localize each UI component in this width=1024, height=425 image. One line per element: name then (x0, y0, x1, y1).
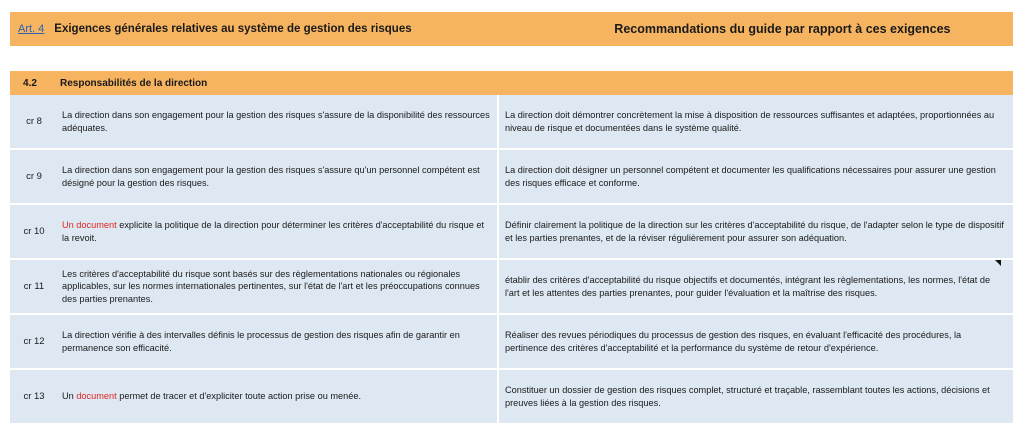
criterion-id: cr 10 (23, 226, 45, 237)
recommendation-text: Constituer un dossier de gestion des risques complet, structuré et traçable, rassemblant toutes les actions, décisions et preuves liées à la gestion des risques. (505, 385, 990, 408)
article-link[interactable]: Art. 4 (18, 23, 45, 35)
criterion-id: cr 9 (26, 171, 42, 182)
criterion-id: cr 8 (26, 116, 42, 127)
recommendation-text: La direction doit désigner un personnel compétent et documenter les qualifications nécessaires pour assurer une gestion des risques efficace et conforme. (505, 165, 996, 188)
table-row (10, 260, 1013, 315)
recommendation-text: Définir clairement la politique de la direction sur les critères d'acceptabilité du risque, de l'adapter selon le type de dispositif et les parties prenantes, et de la réviser régulièrement pour assurer son adéquation. (505, 220, 1004, 243)
recommendation-cell (499, 95, 1013, 148)
table-row (10, 150, 1013, 205)
recommendation-text: Réaliser des revues périodiques du processus de gestion des risques, en évaluant l'efficacité des procédures, la pertinence des critères d'acceptabilité et la performance du système de retour d'expérience. (505, 330, 962, 353)
criterion-id: cr 13 (23, 391, 45, 402)
recommendation-text: établir des critères d'acceptabilité du risque objectifs et documentés, intégrant les règlementations, les normes, l'état de l'art et les attentes des parties prenantes, pour guider l'évaluation et la maîtrise des risques. (505, 275, 991, 298)
table-row (10, 315, 1013, 370)
requirement-cell (58, 260, 499, 313)
requirements-column-title: Exigences générales relatives au système de gestion des risques (54, 23, 412, 35)
section-header (10, 71, 1013, 95)
recommendations-column-title: Recommandations du guide par rapport à ces exigences (614, 22, 951, 36)
recommendation-text: La direction doit démontrer concrètement la mise à disposition de ressources suffisantes et adaptées, proportionnées au niveau de risque et documentées dans le système qualité. (505, 110, 995, 133)
criterion-id: cr 12 (23, 336, 45, 347)
requirement-text: La direction vérifie à des intervalles définis le processus de gestion des risques afin de garantir en permanence son efficacité. (62, 330, 460, 353)
requirement-cell (58, 315, 499, 368)
requirement-prefix: Un (62, 391, 77, 402)
highlighted-document-text: document (76, 391, 117, 402)
requirement-text: permet de tracer et d'expliciter toute action prise ou menée. (116, 391, 362, 402)
criteria-table (10, 95, 1013, 425)
recommendation-cell (499, 205, 1013, 258)
requirement-text: explicite la politique de la direction pour déterminer les critères d'acceptabilité du risque et la revoit. (62, 220, 485, 243)
recommendation-cell (499, 260, 1013, 313)
table-row (10, 205, 1013, 260)
requirement-text: Les critères d'acceptabilité du risque sont basés sur des règlementations nationales ou régionales applicables, sur les normes internationales pertinentes, sur l'état de l'art et les préoccupations connues des parties prenantes. (62, 268, 480, 304)
recommendation-cell (499, 150, 1013, 203)
requirement-text: La direction dans son engagement pour la gestion des risques s'assure de la disponibilité des ressources adéquates. (62, 110, 490, 133)
requirement-cell (58, 150, 499, 203)
recommendation-cell (499, 315, 1013, 368)
requirement-cell (58, 205, 499, 258)
table-row (10, 95, 1013, 150)
requirement-cell (58, 370, 499, 423)
table-header (10, 12, 1013, 46)
recommendation-cell (499, 370, 1013, 423)
criterion-id: cr 11 (23, 281, 45, 292)
comment-marker-icon[interactable] (995, 260, 1001, 266)
highlighted-document-text: Un document (62, 220, 117, 230)
section-number: 4.2 (23, 77, 37, 89)
section-title: Responsabilités de la direction (60, 77, 208, 89)
requirement-text: La direction dans son engagement pour la gestion des risques s'assure qu'un personnel compétent est désigné pour la gestion des risques. (62, 165, 480, 188)
requirement-cell (58, 95, 499, 148)
